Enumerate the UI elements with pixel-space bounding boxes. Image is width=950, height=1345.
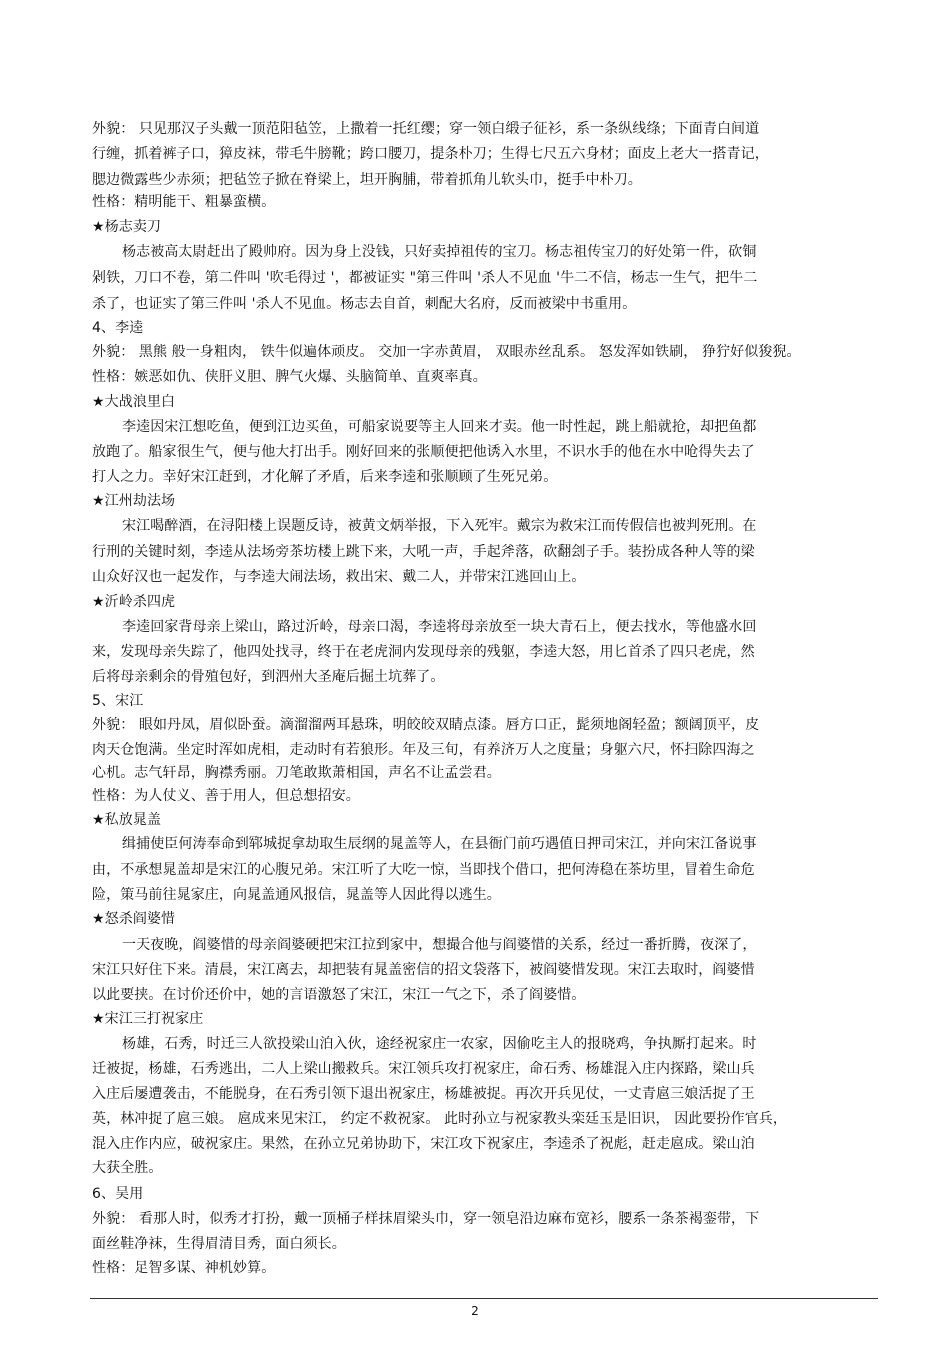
text-line: 面丝鞋净袜，生得眉清目秀，面白须长。: [92, 1236, 346, 1252]
text-line: 肉天仓饱满。坐定时浑如虎相，走动时有若狼形。年及三旬，有养济万人之度量；身躯六尺，怀扫除四海之: [92, 742, 755, 758]
text-line: 迁被捉，杨雄，石秀逃出，二人上梁山搬救兵。宋江领兵攻打祝家庄，命石秀、杨雄混入庄内探路，梁山兵: [92, 1061, 755, 1077]
text-line: 杨雄，石秀，时迁三人欲投梁山泊入伙，途经祝家庄一农家，因偷吃主人的报晓鸡，争执厮打起来。时: [122, 1036, 757, 1052]
section-heading: ★杨志卖刀: [92, 219, 162, 235]
section-heading: ★宋江三打祝家庄: [92, 1011, 204, 1027]
text-line: 杨志被高太尉赶出了殿帅府。因为身上没钱，只好卖掉祖传的宝刀。杨志祖传宝刀的好处第一件，砍铜: [122, 244, 757, 260]
character-heading: 6、吴用: [92, 1186, 144, 1202]
text-line: 性格：为人仗义、善于用人，但总想招安。: [92, 788, 360, 804]
text-line: 性格：嫉恶如仇、侠肝义胆、脾气火爆、头脑简单、直爽率真。: [92, 369, 487, 385]
text-line: 李逵因宋江想吃鱼，便到江边买鱼，可船家说要等主人回来才卖。他一时性起，跳上船就抢，却把鱼都: [122, 419, 757, 435]
text-line: 混入庄作内应，破祝家庄。果然，在孙立兄弟协助下，宋江攻下祝家庄，李逵杀了祝彪，赶走扈成。梁山泊: [92, 1136, 755, 1152]
text-line: 行缠，抓着裤子口，獐皮袜，带毛牛膀靴；跨口腰刀，提条朴刀；生得七尺五六身材；面皮上老大一搭青记，: [92, 146, 769, 162]
text-line: 入庄后屡遭袭击，不能脱身，在石秀引领下退出祝家庄，杨雄被捉。再次开兵见仗，一丈青扈三娘活捉了王: [92, 1086, 755, 1102]
text-line: 打人之力。幸好宋江赶到，才化解了矛盾，后来李逵和张顺顾了生死兄弟。: [92, 469, 558, 485]
text-line: 险，策马前往晁家庄，向晁盖通风报信，晁盖等人因此得以逃生。: [92, 887, 501, 903]
section-heading: ★怒杀阎婆惜: [92, 911, 176, 927]
character-heading: 4、李逵: [92, 320, 144, 336]
text-line: 山众好汉也一起发作，与李逵大闹法场，救出宋、戴二人，并带宋江逃回山上。: [92, 569, 586, 585]
text-line: 行刑的关键时刻，李逵从法场旁茶坊楼上跳下来，大吼一声，手起斧落，砍翻刽子手。装扮成各种人等的梁: [92, 544, 755, 560]
text-line: 外貌： 看那人时，似秀才打扮，戴一顶桶子样抹眉梁头巾，穿一领皂沿边麻布宽衫，腰系一条茶褐銮带，下: [92, 1211, 760, 1227]
text-line: 外貌： 黑熊 般一身粗肉， 铁牛似遍体顽皮。 交加一字赤黄眉， 双眼赤丝乱系。 怒发浑如铁刷， 狰狞好似狻猊。: [92, 344, 801, 360]
text-line: 剁铁，刀口不卷，第二件叫 '吹毛得过 '，都被证实 "第三件叫 '杀人不见血 '牛二不信，杨志一生气，把牛二: [92, 270, 758, 286]
text-line: 放跑了。船家很生气，便与他大打出手。刚好回来的张顺便把他诱入水里，不识水手的他在水中呛得失去了: [92, 444, 755, 460]
text-line: 缉捕使臣何涛奉命到郓城捉拿劫取生辰纲的晁盖等人，在县衙门前巧遇值日押司宋江，并向宋江备说事: [122, 836, 757, 852]
text-line: 以此要挟。在讨价还价中，她的言语激怒了宋江，宋江一气之下，杀了阎婆惜。: [92, 987, 586, 1003]
section-heading: ★江州劫法场: [92, 493, 176, 509]
character-heading: 5、宋江: [92, 693, 144, 709]
section-heading: ★私放晁盖: [92, 812, 162, 828]
text-line: 英，林冲捉了扈三娘。 扈成来见宋江， 约定不救祝家。 此时孙立与祝家教头栾廷玉是旧识， 因此要扮作官兵，: [92, 1111, 787, 1127]
text-line: 腮边微露些少赤须；把毡笠子掀在脊梁上，坦开胸脯，带着抓角儿软头巾，挺手中朴刀。: [92, 172, 642, 188]
page-number: 2: [471, 1304, 479, 1318]
footer-divider: [90, 1298, 878, 1299]
text-line: 大获全胜。: [92, 1160, 163, 1176]
text-line: 宋江只好住下来。清晨，宋江离去，却把装有晁盖密信的招文袋落下，被阎婆惜发现。宋江去取时，阎婆惜: [92, 962, 755, 978]
text-line: 外貌： 眼如丹凤，眉似卧蚕。滴溜溜两耳悬珠，明皎皎双睛点漆。唇方口正，髭须地阁轻盈；额阔顶平，皮: [92, 717, 760, 733]
section-heading: ★大战浪里白: [92, 394, 176, 410]
text-line: 心机。志气轩昂，胸襟秀丽。刀笔敢欺萧相国，声名不让孟尝君。: [92, 765, 501, 781]
text-line: 来，发现母亲失踪了，他四处找寻，终于在老虎洞内发现母亲的残躯，李逵大怒，用匕首杀了四只老虎，然: [92, 644, 755, 660]
text-line: 宋江喝醉酒，在浔阳楼上误题反诗，被黄文炳举报，下入死牢。戴宗为救宋江而传假信也被判死刑。在: [122, 518, 757, 534]
text-line: 由，不承想晁盖却是宋江的心腹兄弟。宋江听了大吃一惊，当即找个借口，把何涛稳在茶坊里，冒着生命危: [92, 862, 755, 878]
section-heading: ★沂岭杀四虎: [92, 594, 176, 610]
text-line: 李逵回家背母亲上梁山，路过沂岭，母亲口渴，李逵将母亲放至一块大青石上，便去找水，等他盛水回: [122, 619, 757, 635]
text-line: 性格：精明能干、粗暴蛮横。: [92, 194, 276, 210]
text-line: 外貌： 只见那汉子头戴一顶范阳毡笠，上撒着一托红缨；穿一领白缎子征衫，系一条纵线绦；下面青白间道: [92, 121, 760, 137]
text-line: 后将母亲剩余的骨殖包好，到泗州大圣庵后掘土坑葬了。: [92, 669, 445, 685]
text-line: 杀了，也证实了第三件叫 '杀人不见血。杨志去自首，刺配大名府，反而被梁中书重用。: [92, 296, 637, 312]
text-line: 性格：足智多谋、神机妙算。: [92, 1260, 276, 1276]
text-line: 一天夜晚，阎婆惜的母亲阎婆硬把宋江拉到家中，想撮合他与阎婆惜的关系，经过一番折腾，夜深了，: [122, 937, 757, 953]
